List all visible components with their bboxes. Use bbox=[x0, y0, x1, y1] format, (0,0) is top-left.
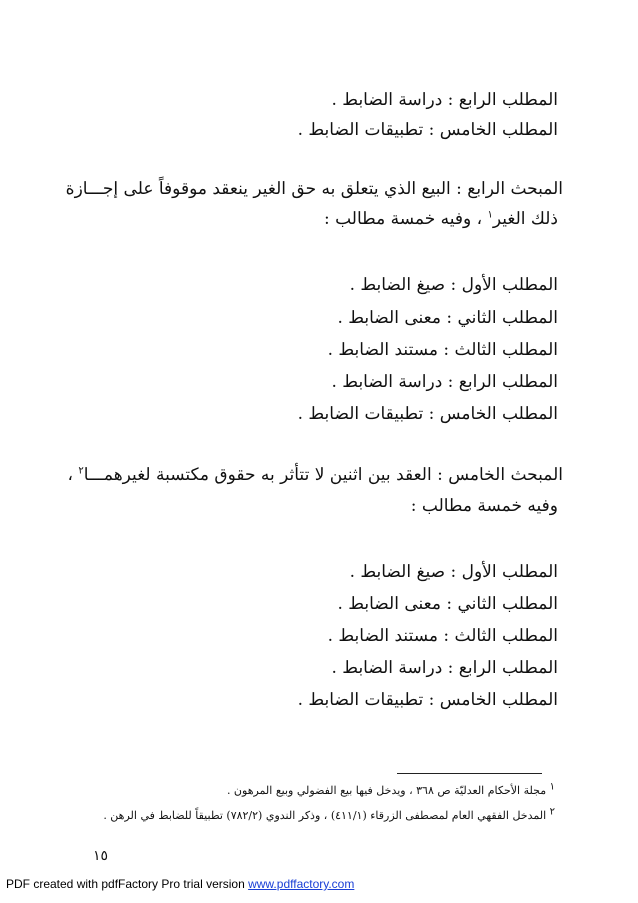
section2-heading-text: ذلك الغير bbox=[492, 209, 558, 229]
section2-item-3: المطلب الثالث : مستند الضابط . bbox=[327, 340, 558, 360]
footnote-1 bbox=[85, 783, 555, 799]
section2-heading: المبحث الرابع : البيع الذي يتعلق به حق الغير ينعقد موقوفاً على إجـــازة bbox=[65, 179, 563, 199]
section3-heading-text: المبحث الخامس : العقد بين اثنين لا تتأثر به حقوق مكتسبة لغيرهمـــا bbox=[83, 465, 563, 485]
footnote-2 bbox=[85, 808, 555, 824]
section2-heading-suffix: ، وفيه خمسة مطالب : bbox=[323, 209, 488, 229]
section2-item-2: المطلب الثاني : معنى الضابط . bbox=[337, 308, 558, 328]
section3-heading bbox=[67, 463, 563, 487]
footnote-1-text: مجلة الأحكام العدليّة ص ٣٦٨ ، ويدخل فيها بيع الفضولي وبيع المرهون . bbox=[226, 784, 550, 797]
line-section1-item4: المطلب الرابع : دراسة الضابط . bbox=[331, 90, 558, 110]
line-section1-item5: المطلب الخامس : تطبيقات الضابط . bbox=[297, 120, 558, 140]
footnote-ref-2[interactable]: ٢ bbox=[78, 465, 84, 477]
footnote-separator bbox=[397, 773, 542, 774]
page-number: ١٥ bbox=[93, 848, 109, 864]
section2-item-5: المطلب الخامس : تطبيقات الضابط . bbox=[297, 404, 558, 424]
footnote-2-text: المدخل الفقهي العام لمصطفى الزرقاء (٤١١/١) ، وذكر الندوي (٧٨٢/٢) تطبيقاً للضابط في الرهن . bbox=[103, 809, 550, 822]
footnote-ref-1[interactable]: ١ bbox=[487, 209, 493, 221]
section3-item-5: المطلب الخامس : تطبيقات الضابط . bbox=[297, 690, 558, 710]
section3-item-2: المطلب الثاني : معنى الضابط . bbox=[337, 594, 558, 614]
section2-item-1: المطلب الأول : صيغ الضابط . bbox=[349, 275, 558, 295]
section2-item-4: المطلب الرابع : دراسة الضابط . bbox=[331, 372, 558, 392]
footnote-2-number: ٢ bbox=[549, 806, 555, 818]
pdf-footer bbox=[6, 877, 354, 891]
section3-item-3: المطلب الثالث : مستند الضابط . bbox=[327, 626, 558, 646]
pdf-footer-text: PDF created with pdfFactory Pro trial version bbox=[6, 877, 249, 891]
section2-heading-continuation bbox=[88, 207, 558, 231]
section3-heading-continuation: وفيه خمسة مطالب : bbox=[410, 496, 558, 516]
section3-item-1: المطلب الأول : صيغ الضابط . bbox=[349, 562, 558, 582]
section3-item-4: المطلب الرابع : دراسة الضابط . bbox=[331, 658, 558, 678]
section3-heading-suffix: ، bbox=[67, 465, 79, 485]
pdffactory-link[interactable]: www.pdffactory.com bbox=[248, 877, 355, 891]
footnote-1-number: ١ bbox=[549, 781, 555, 793]
